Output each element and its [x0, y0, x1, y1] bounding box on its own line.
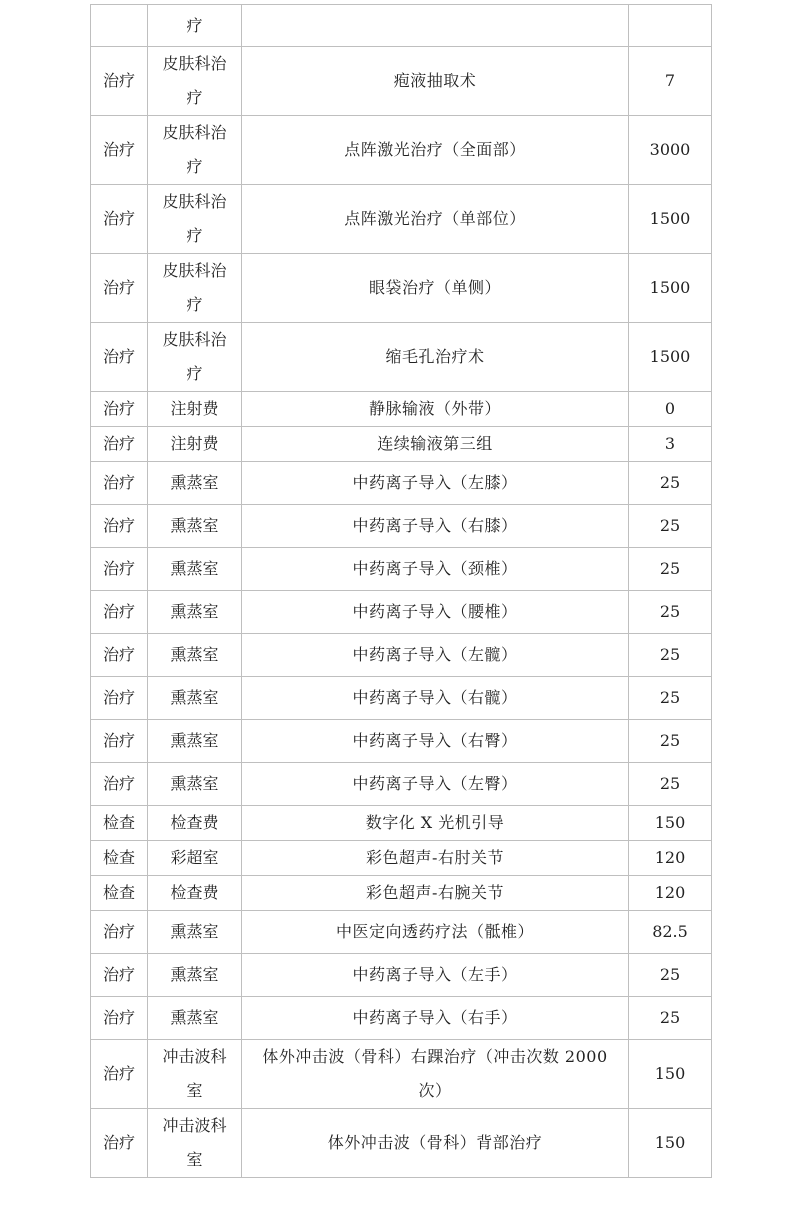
price-cell: 82.5	[629, 911, 712, 954]
table-row	[91, 677, 712, 720]
price-cell: 25	[629, 954, 712, 997]
department-cell: 熏蒸室	[148, 634, 242, 677]
type-cell: 治疗	[91, 1040, 148, 1109]
department-cell: 注射费	[148, 392, 242, 427]
department-cell: 注射费	[148, 427, 242, 462]
item-name-cell: 中药离子导入（右髋）	[242, 677, 629, 720]
type-cell: 治疗	[91, 505, 148, 548]
type-cell: 检查	[91, 806, 148, 841]
table-row	[91, 1040, 712, 1109]
type-cell: 治疗	[91, 591, 148, 634]
price-cell: 25	[629, 720, 712, 763]
department-cell: 皮肤科治疗	[148, 116, 242, 185]
table-row	[91, 185, 712, 254]
table-row	[91, 591, 712, 634]
type-cell: 治疗	[91, 954, 148, 997]
price-cell: 1500	[629, 185, 712, 254]
item-name-cell	[242, 5, 629, 47]
table-row	[91, 720, 712, 763]
item-name-cell: 体外冲击波（骨科）右踝治疗（冲击次数 2000 次）	[242, 1040, 629, 1109]
item-name-cell: 中药离子导入（右手）	[242, 997, 629, 1040]
item-name-cell: 数字化 X 光机引导	[242, 806, 629, 841]
table-row	[91, 876, 712, 911]
table-row	[91, 763, 712, 806]
price-cell: 1500	[629, 254, 712, 323]
department-cell: 熏蒸室	[148, 548, 242, 591]
item-name-cell: 中药离子导入（左臀）	[242, 763, 629, 806]
price-cell: 25	[629, 634, 712, 677]
department-cell: 检查费	[148, 876, 242, 911]
item-name-cell: 中药离子导入（右膝）	[242, 505, 629, 548]
table-row	[91, 116, 712, 185]
price-cell: 150	[629, 1109, 712, 1178]
department-cell: 皮肤科治疗	[148, 254, 242, 323]
price-cell: 0	[629, 392, 712, 427]
table-row	[91, 47, 712, 116]
price-cell: 150	[629, 806, 712, 841]
department-cell: 熏蒸室	[148, 763, 242, 806]
item-name-cell: 彩色超声-右腕关节	[242, 876, 629, 911]
department-cell: 熏蒸室	[148, 505, 242, 548]
item-name-cell: 中药离子导入（左手）	[242, 954, 629, 997]
price-cell: 25	[629, 505, 712, 548]
table-row	[91, 997, 712, 1040]
price-cell	[629, 5, 712, 47]
department-cell: 彩超室	[148, 841, 242, 876]
price-cell: 25	[629, 763, 712, 806]
department-cell: 熏蒸室	[148, 911, 242, 954]
department-cell: 熏蒸室	[148, 462, 242, 505]
price-cell: 25	[629, 677, 712, 720]
item-name-cell: 中药离子导入（颈椎）	[242, 548, 629, 591]
table-row	[91, 427, 712, 462]
type-cell: 治疗	[91, 720, 148, 763]
department-cell: 熏蒸室	[148, 677, 242, 720]
price-cell: 150	[629, 1040, 712, 1109]
department-cell: 熏蒸室	[148, 591, 242, 634]
item-name-cell: 中药离子导入（腰椎）	[242, 591, 629, 634]
item-name-cell: 点阵激光治疗（单部位）	[242, 185, 629, 254]
item-name-cell: 彩色超声-右肘关节	[242, 841, 629, 876]
item-name-cell: 眼袋治疗（单侧）	[242, 254, 629, 323]
price-cell: 120	[629, 841, 712, 876]
item-name-cell: 中药离子导入（左膝）	[242, 462, 629, 505]
table-row	[91, 911, 712, 954]
price-cell: 1500	[629, 323, 712, 392]
type-cell: 治疗	[91, 911, 148, 954]
type-cell: 治疗	[91, 47, 148, 116]
table-row	[91, 954, 712, 997]
table-row	[91, 634, 712, 677]
department-cell: 冲击波科室	[148, 1109, 242, 1178]
type-cell: 治疗	[91, 392, 148, 427]
table-row	[91, 462, 712, 505]
price-cell: 25	[629, 462, 712, 505]
price-cell: 120	[629, 876, 712, 911]
type-cell: 治疗	[91, 1109, 148, 1178]
department-cell: 皮肤科治疗	[148, 185, 242, 254]
type-cell: 治疗	[91, 997, 148, 1040]
item-name-cell: 疱液抽取术	[242, 47, 629, 116]
table-row	[91, 841, 712, 876]
type-cell: 治疗	[91, 634, 148, 677]
fee-table	[90, 4, 712, 1178]
department-cell: 熏蒸室	[148, 997, 242, 1040]
type-cell: 治疗	[91, 763, 148, 806]
type-cell: 治疗	[91, 462, 148, 505]
type-cell: 治疗	[91, 677, 148, 720]
type-cell: 治疗	[91, 116, 148, 185]
item-name-cell: 连续输液第三组	[242, 427, 629, 462]
type-cell: 检查	[91, 876, 148, 911]
item-name-cell: 中药离子导入（左髋）	[242, 634, 629, 677]
table-row	[91, 1109, 712, 1178]
type-cell: 治疗	[91, 427, 148, 462]
item-name-cell: 静脉输液（外带）	[242, 392, 629, 427]
table-row	[91, 323, 712, 392]
table-row	[91, 505, 712, 548]
fee-table-body	[91, 5, 712, 1178]
item-name-cell: 中医定向透药疗法（骶椎）	[242, 911, 629, 954]
price-cell: 7	[629, 47, 712, 116]
type-cell: 治疗	[91, 323, 148, 392]
price-cell: 25	[629, 548, 712, 591]
table-row	[91, 254, 712, 323]
type-cell: 治疗	[91, 185, 148, 254]
department-cell: 皮肤科治疗	[148, 323, 242, 392]
price-cell: 25	[629, 997, 712, 1040]
table-row	[91, 548, 712, 591]
department-cell: 冲击波科室	[148, 1040, 242, 1109]
department-cell: 皮肤科治疗	[148, 47, 242, 116]
item-name-cell: 缩毛孔治疗术	[242, 323, 629, 392]
type-cell: 治疗	[91, 548, 148, 591]
price-cell: 3000	[629, 116, 712, 185]
department-cell: 熏蒸室	[148, 720, 242, 763]
department-cell: 疗	[148, 5, 242, 47]
item-name-cell: 点阵激光治疗（全面部）	[242, 116, 629, 185]
table-row	[91, 806, 712, 841]
price-cell: 25	[629, 591, 712, 634]
item-name-cell: 体外冲击波（骨科）背部治疗	[242, 1109, 629, 1178]
table-row	[91, 5, 712, 47]
type-cell	[91, 5, 148, 47]
department-cell: 检查费	[148, 806, 242, 841]
department-cell: 熏蒸室	[148, 954, 242, 997]
item-name-cell: 中药离子导入（右臀）	[242, 720, 629, 763]
type-cell: 检查	[91, 841, 148, 876]
price-cell: 3	[629, 427, 712, 462]
type-cell: 治疗	[91, 254, 148, 323]
table-row	[91, 392, 712, 427]
